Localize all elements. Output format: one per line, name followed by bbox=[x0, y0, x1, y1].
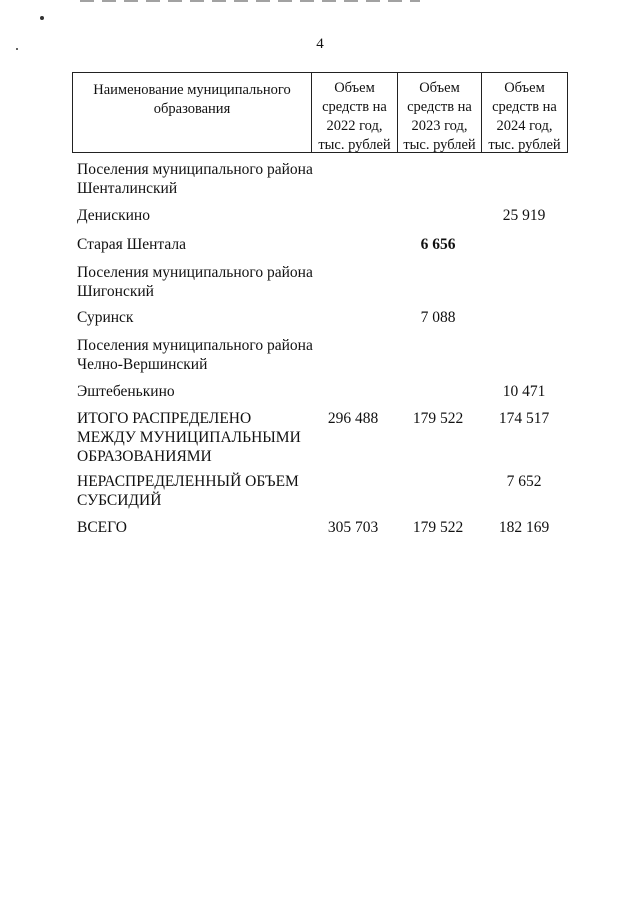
value-2023: 7 088 bbox=[420, 309, 456, 326]
column-header-2024: Объем средств на 2024 год, тыс. рублей bbox=[481, 73, 567, 152]
column-header-name: Наименование муниципального образования bbox=[93, 82, 291, 117]
row-name: Поселения муниципального района Шенталинский bbox=[77, 161, 313, 197]
column-header-2023: Объем средств на 2023 год, тыс. рублей bbox=[397, 73, 481, 152]
page-number: 4 bbox=[316, 36, 324, 52]
scan-speck bbox=[40, 16, 44, 20]
row-name: Поселения муниципального района Челно-Вершинский bbox=[77, 337, 313, 373]
row-name: НЕРАСПРЕДЕЛЕННЫЙ ОБЪЕМ СУБСИДИЙ bbox=[77, 473, 299, 509]
table-header bbox=[72, 72, 568, 153]
value-2023: 179 522 bbox=[412, 519, 464, 536]
table-row bbox=[72, 206, 568, 228]
value-2024: 10 471 bbox=[502, 383, 546, 400]
row-name: ВСЕГО bbox=[77, 519, 127, 536]
column-header-2022: Объем средств на 2022 год, тыс. рублей bbox=[311, 73, 397, 152]
row-name: Суринск bbox=[77, 309, 134, 326]
table-row bbox=[72, 235, 568, 257]
table-row-total-distributed bbox=[72, 409, 568, 469]
value-2022: 305 703 bbox=[327, 519, 379, 536]
table-row bbox=[72, 382, 568, 404]
table-row-group-shentalinsky bbox=[72, 160, 568, 200]
row-name: ИТОГО РАСПРЕДЕЛЕНО МЕЖДУ МУНИЦИПАЛЬНЫМИ ОБРАЗОВАНИЯМИ bbox=[77, 410, 301, 465]
row-name: Поселения муниципального района Шигонский bbox=[77, 264, 313, 300]
table-row-group-shigonsky bbox=[72, 263, 568, 303]
table-row-group-chelno-vershinsky bbox=[72, 336, 568, 376]
value-2023: 179 522 bbox=[412, 410, 464, 427]
scan-artifact-dash bbox=[80, 0, 420, 2]
value-2022: 296 488 bbox=[327, 410, 379, 427]
value-2024: 182 169 bbox=[498, 519, 550, 536]
row-name: Старая Шентала bbox=[77, 236, 187, 253]
value-2024: 174 517 bbox=[498, 410, 550, 427]
value-2024: 25 919 bbox=[502, 207, 546, 224]
value-2024: 7 652 bbox=[506, 473, 542, 490]
table-row bbox=[72, 308, 568, 330]
row-name: Эштебенькино bbox=[77, 383, 175, 400]
value-2023: 6 656 bbox=[420, 236, 456, 253]
row-name: Денискино bbox=[77, 207, 150, 224]
table-row-undistributed bbox=[72, 472, 568, 512]
table-row-grand-total bbox=[72, 518, 568, 540]
